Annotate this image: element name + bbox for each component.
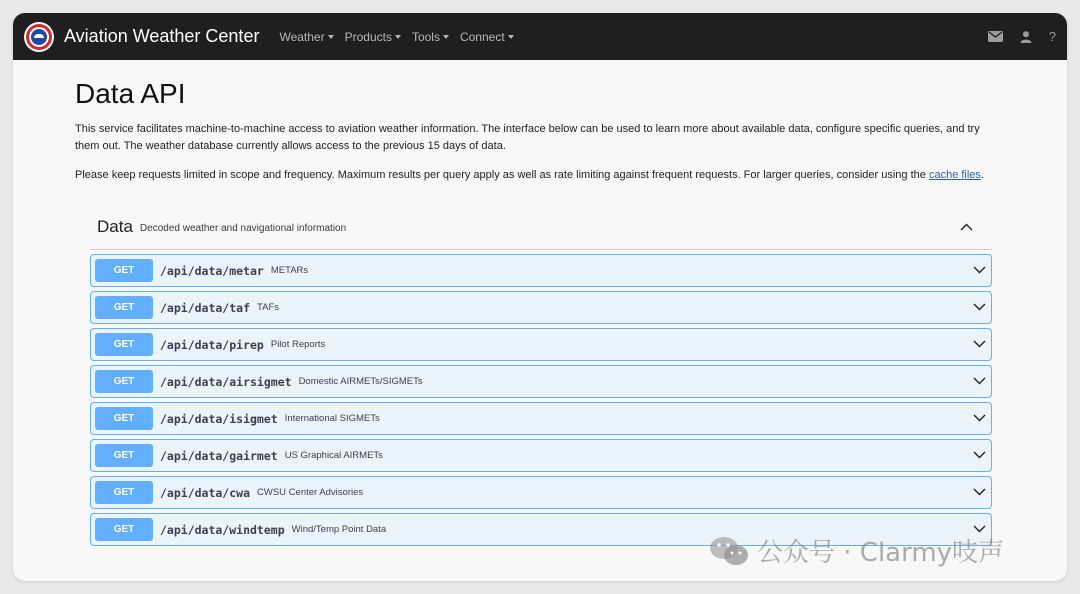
section-title: Data <box>97 216 133 236</box>
help-icon[interactable] <box>1049 29 1056 44</box>
operation-cwa[interactable] <box>90 476 992 509</box>
operation-path: /api/data/taf <box>160 300 251 315</box>
operation-isigmet[interactable] <box>90 402 992 435</box>
intro-paragraph: This service facilitates machine-to-machine access to aviation weather information. The interface below can be used to learn more about available data, configure specific queries, and try them out. The weather database currently allows access to the previous 15 days of data. <box>75 123 980 152</box>
method-badge: GET <box>95 370 153 393</box>
menu-products[interactable] <box>345 30 401 44</box>
operation-airsigmet[interactable] <box>90 365 992 398</box>
chevron-down-icon[interactable] <box>973 451 986 459</box>
method-badge: GET <box>95 444 153 467</box>
logo-bird <box>34 34 44 38</box>
chevron-down-icon[interactable] <box>973 303 986 311</box>
method-badge: GET <box>95 407 153 430</box>
menu-weather[interactable] <box>279 30 333 44</box>
wechat-icon <box>709 535 749 567</box>
envelope-icon[interactable] <box>988 31 1003 42</box>
data-section <box>90 204 992 546</box>
user-icon[interactable] <box>1020 31 1032 43</box>
caret-down-icon <box>328 35 334 39</box>
operation-pirep[interactable] <box>90 328 992 361</box>
top-navbar <box>13 13 1067 60</box>
help-glyph: ? <box>1048 29 1056 44</box>
chevron-down-icon[interactable] <box>973 488 986 496</box>
menu-tools-label: Tools <box>411 29 440 44</box>
browser-window <box>13 13 1067 581</box>
chevron-down-icon[interactable] <box>973 340 986 348</box>
operation-description: US Graphical AIRMETs <box>284 450 383 461</box>
notice-text: Please keep requests limited in scope and frequency. Maximum results per query apply as well as rate limiting against frequent requests. For larger queries, consider using the <box>75 169 929 181</box>
notice-end: . <box>980 169 984 181</box>
caret-down-icon <box>508 35 514 39</box>
section-header[interactable] <box>90 204 992 250</box>
caret-down-icon <box>395 35 401 39</box>
method-badge: GET <box>95 259 153 282</box>
section-subtitle: Decoded weather and navigational information <box>139 222 347 234</box>
operation-description: CWSU Center Advisories <box>257 487 364 498</box>
noaa-logo[interactable] <box>24 22 54 52</box>
chevron-down-icon[interactable] <box>973 414 986 422</box>
operation-path: /api/data/windtemp <box>160 522 285 537</box>
menu-tools[interactable] <box>412 30 449 44</box>
chevron-down-icon[interactable] <box>973 377 986 385</box>
method-badge: GET <box>95 518 153 541</box>
operation-description: METARs <box>270 265 309 276</box>
menu-connect-label: Connect <box>459 29 505 44</box>
operation-path: /api/data/cwa <box>160 485 251 500</box>
menu-weather-label: Weather <box>279 29 325 44</box>
operation-description: Wind/Temp Point Data <box>291 524 387 535</box>
caret-down-icon <box>443 35 449 39</box>
chevron-down-icon[interactable] <box>973 266 986 274</box>
page-content <box>75 60 1005 184</box>
watermark <box>709 532 1004 569</box>
menu-products-label: Products <box>344 29 392 44</box>
operation-gairmet[interactable] <box>90 439 992 472</box>
cache-files-link[interactable]: cache files <box>928 169 981 181</box>
page-title: Data API <box>75 78 186 109</box>
watermark-text: 公众号 · Clarmy吱声 <box>757 538 1005 568</box>
operation-path: /api/data/gairmet <box>160 448 278 463</box>
method-badge: GET <box>95 333 153 356</box>
menu-connect[interactable] <box>460 30 514 44</box>
operation-path: /api/data/pirep <box>160 337 264 352</box>
operation-path: /api/data/metar <box>160 263 264 278</box>
main-menu <box>279 30 524 44</box>
operation-path: /api/data/airsigmet <box>160 374 292 389</box>
operation-description: Pilot Reports <box>270 339 326 350</box>
operation-description: International SIGMETs <box>284 413 380 424</box>
navbar-actions <box>971 13 1056 60</box>
operation-description: TAFs <box>257 302 280 313</box>
operation-metar[interactable] <box>90 254 992 287</box>
usage-notice <box>75 167 1005 184</box>
brand-title[interactable]: Aviation Weather Center <box>64 26 260 46</box>
method-badge: GET <box>95 296 153 319</box>
method-badge: GET <box>95 481 153 504</box>
chevron-up-icon[interactable] <box>960 223 973 231</box>
operation-description: Domestic AIRMETs/SIGMETs <box>298 376 423 387</box>
operation-path: /api/data/isigmet <box>160 411 278 426</box>
operation-taf[interactable] <box>90 291 992 324</box>
